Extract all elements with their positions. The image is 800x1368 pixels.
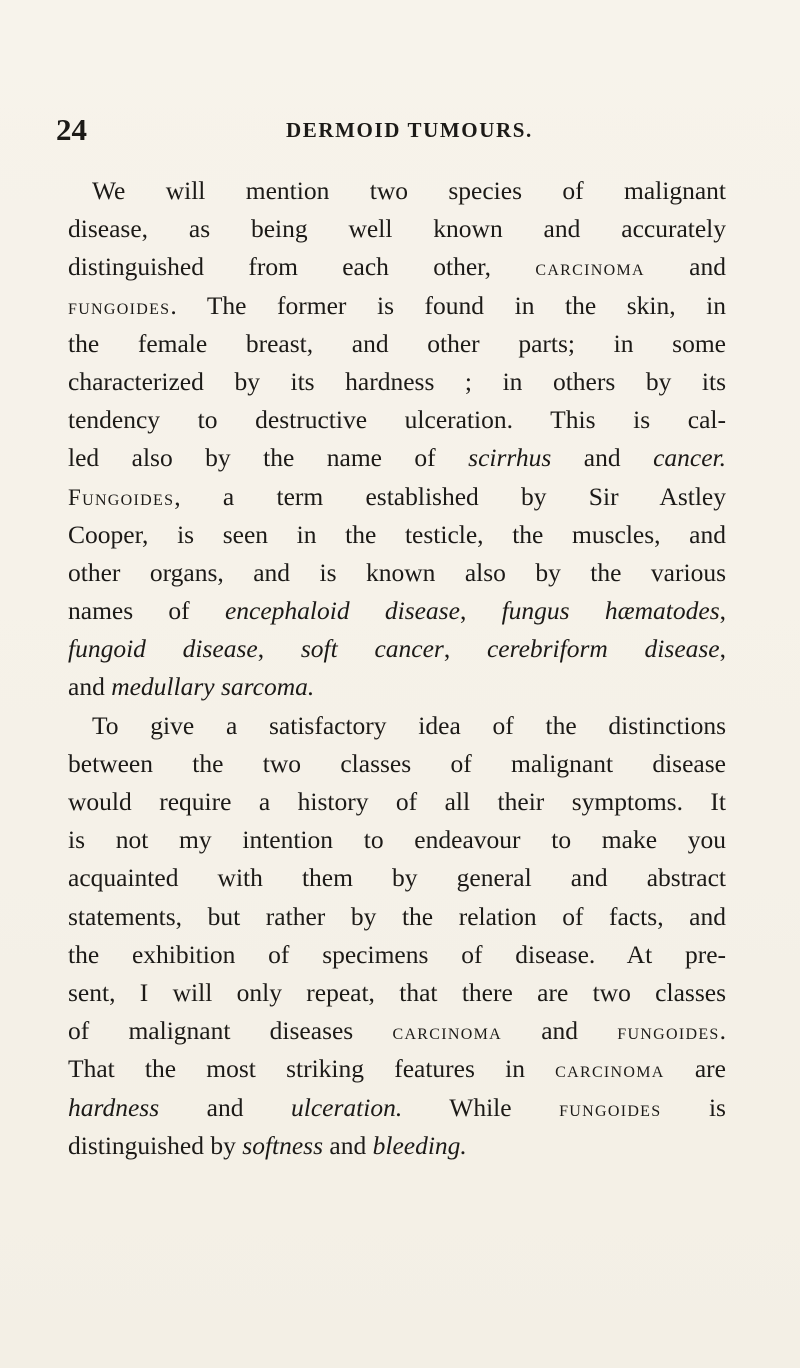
text-line (68, 592, 726, 630)
text-line (68, 401, 726, 439)
text-run: disease, as being well known and accurately (68, 214, 726, 244)
italic-term: hardness (68, 1092, 160, 1122)
text-run: . The former is found in the skin, in (170, 290, 726, 320)
text-run: names of (68, 596, 225, 626)
text-line (68, 630, 726, 668)
text-run: distinguished from each other, (68, 252, 536, 282)
text-run: characterized by its hardness ; in others by its (68, 366, 726, 396)
text-line (68, 783, 726, 821)
text-run: To give a satisfactory idea of the distinctions (92, 710, 726, 740)
text-line (68, 172, 726, 210)
text-line (68, 1089, 726, 1127)
text-run: distinguished by (68, 1130, 243, 1160)
text-run: other organs, and is known also by the various (68, 557, 726, 587)
text-line (68, 859, 726, 897)
text-run: , (459, 596, 502, 626)
text-run: between the two classes of malignant disease (68, 748, 726, 778)
italic-term: cancer. (653, 443, 726, 473)
italic-term: ulceration. (291, 1092, 403, 1122)
text-run: are (664, 1054, 726, 1084)
text-run: and (551, 443, 654, 473)
text-run: sent, I will only repeat, that there are two classes (68, 977, 726, 1007)
italic-term: encephaloid disease (224, 596, 460, 626)
text-run: is (661, 1092, 726, 1122)
text-line (68, 516, 726, 554)
text-line (68, 821, 726, 859)
italic-term: medullary sarcoma. (111, 672, 315, 702)
text-line (68, 1127, 726, 1165)
text-run: statements, but rather by the relation of facts, and (68, 901, 726, 931)
text-line (68, 439, 726, 477)
text-run: We will mention two species of malignant (92, 176, 726, 205)
text-line (68, 1012, 726, 1050)
text-line (68, 287, 726, 325)
small-caps-term: fungoides (559, 1095, 662, 1121)
text-run: would require a history of all their symptoms. It (68, 787, 726, 816)
text-run: , (257, 634, 301, 664)
text-run: the exhibition of specimens of disease. At pre- (68, 939, 726, 969)
italic-term: fungus hæmatodes (501, 596, 720, 626)
text-line (68, 707, 726, 745)
text-line (68, 210, 726, 248)
running-head (56, 112, 756, 152)
text-run: the female breast, and other parts; in some (68, 328, 726, 358)
text-run: , a term established by Sir Astley (174, 481, 726, 511)
text-line (68, 325, 726, 363)
text-run: tendency to destructive ulceration. This is cal- (68, 405, 726, 435)
italic-term: scirrhus (468, 443, 552, 473)
text-line (68, 974, 726, 1012)
small-caps-term: fungoides (68, 293, 171, 319)
text-line (68, 1050, 726, 1088)
italic-term: bleeding. (372, 1130, 467, 1160)
text-run: and (68, 672, 112, 702)
small-caps-term: carcinoma (392, 1019, 502, 1045)
text-line (68, 936, 726, 974)
italic-term: fungoid disease (68, 634, 258, 664)
italic-term: soft cancer (300, 634, 444, 664)
text-line (68, 363, 726, 401)
text-line (68, 898, 726, 936)
text-run: Cooper, is seen in the testicle, the muscles, and (68, 519, 726, 549)
text-run: and (323, 1130, 373, 1160)
page-number: 24 (56, 112, 87, 147)
text-run: of malignant diseases (68, 1016, 393, 1046)
text-run: While (402, 1092, 560, 1122)
text-run: and (644, 252, 726, 282)
italic-term: softness (242, 1130, 324, 1160)
small-caps-term: fungoides (617, 1019, 720, 1045)
italic-term: cerebriform disease (486, 634, 720, 664)
text-run: . (719, 1016, 726, 1046)
text-run: , (443, 634, 487, 664)
text-run: , (719, 634, 727, 664)
small-caps-term: carcinoma (555, 1057, 665, 1083)
text-line (68, 668, 726, 706)
text-line (68, 554, 726, 592)
text-run: acquainted with them by general and abstract (68, 863, 726, 893)
text-line (68, 478, 726, 516)
small-caps-term: carcinoma (535, 255, 645, 281)
small-caps-term: Fungoides (68, 484, 175, 510)
text-run: That the most striking features in (68, 1054, 556, 1084)
text-run: and (159, 1092, 291, 1122)
running-title: DERMOID TUMOURS. (286, 118, 533, 142)
body-text (68, 172, 726, 1165)
text-run: and (501, 1016, 618, 1046)
text-run: , (719, 596, 727, 626)
text-line (68, 745, 726, 783)
text-run: led also by the name of (68, 443, 469, 473)
text-line (68, 248, 726, 286)
text-run: is not my intention to endeavour to make you (68, 825, 726, 855)
